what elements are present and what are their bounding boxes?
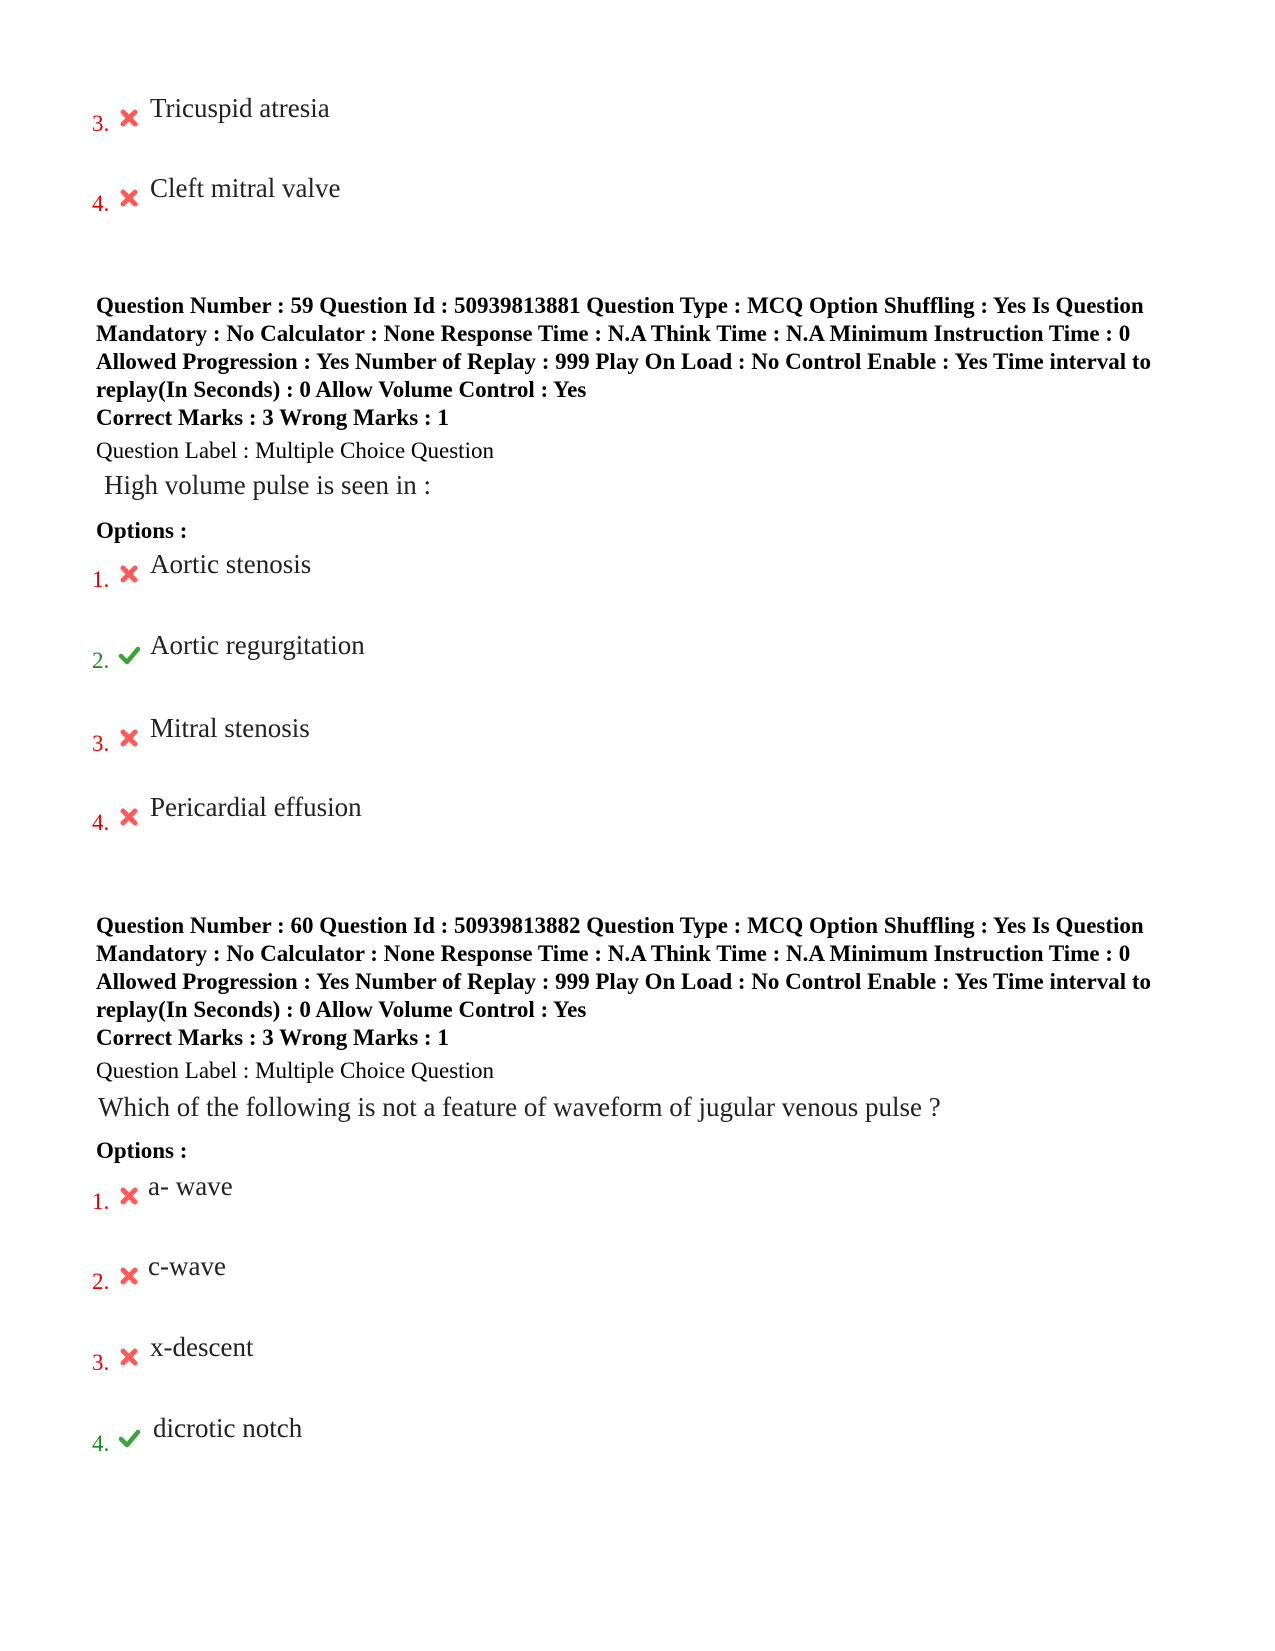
option-text: Aortic regurgitation (150, 630, 365, 660)
question-meta: Question Number : 59 Question Id : 50939813881 Question Type : MCQ Option Shuffling : Yes Is Question Mandatory : No Calculator : None Response Time : N.A Think Time : N.A Minimum Instruction Time : 0 Allowed Progression : Yes Number of Replay : 999 Play On Load : No Control Enable : Yes Time interval to replay(In Seconds) : 0 Allow Volume Control : Yes (96, 293, 1152, 402)
option-number: 3. (92, 111, 110, 136)
option-text: dicrotic notch (153, 1413, 303, 1443)
cross-icon (118, 727, 140, 749)
question-text: Which of the following is not a feature of waveform of jugular venous pulse ? (98, 1092, 941, 1122)
options-heading: Options : (96, 518, 188, 543)
check-icon (118, 1427, 140, 1449)
cross-icon (118, 1265, 140, 1287)
option-number: 3. (92, 731, 110, 756)
option-text: Pericardial effusion (150, 792, 362, 822)
question-text: High volume pulse is seen in : (104, 470, 431, 500)
option-number: 2. (92, 648, 110, 673)
cross-icon (118, 187, 140, 209)
option-number: 3. (92, 1350, 110, 1375)
option-text: c-wave (148, 1251, 226, 1281)
options-heading: Options : (96, 1138, 188, 1163)
cross-icon (118, 806, 140, 828)
option-text: Tricuspid atresia (150, 93, 330, 123)
question-marks: Correct Marks : 3 Wrong Marks : 1 (96, 1025, 449, 1050)
cross-icon (118, 563, 140, 585)
option-text: Aortic stenosis (150, 549, 312, 579)
cross-icon (118, 1185, 140, 1207)
option-text: x-descent (150, 1332, 254, 1362)
option-text: Mitral stenosis (150, 713, 310, 743)
option-number: 1. (92, 1189, 110, 1214)
option-text: Cleft mitral valve (150, 173, 341, 203)
question-marks: Correct Marks : 3 Wrong Marks : 1 (96, 405, 449, 430)
question-label: Question Label : Multiple Choice Question (96, 438, 494, 463)
cross-icon (118, 107, 140, 129)
option-number: 4. (92, 191, 110, 216)
option-text: a- wave (148, 1171, 233, 1201)
check-icon (118, 644, 140, 666)
cross-icon (118, 1346, 140, 1368)
option-number: 2. (92, 1269, 110, 1294)
question-label: Question Label : Multiple Choice Question (96, 1058, 494, 1083)
option-number: 4. (92, 810, 110, 835)
question-meta: Question Number : 60 Question Id : 50939813882 Question Type : MCQ Option Shuffling : Yes Is Question Mandatory : No Calculator : None Response Time : N.A Think Time : N.A Minimum Instruction Time : 0 Allowed Progression : Yes Number of Replay : 999 Play On Load : No Control Enable : Yes Time interval to replay(In Seconds) : 0 Allow Volume Control : Yes (96, 913, 1152, 1022)
option-number: 4. (92, 1431, 110, 1456)
option-number: 1. (92, 567, 110, 592)
